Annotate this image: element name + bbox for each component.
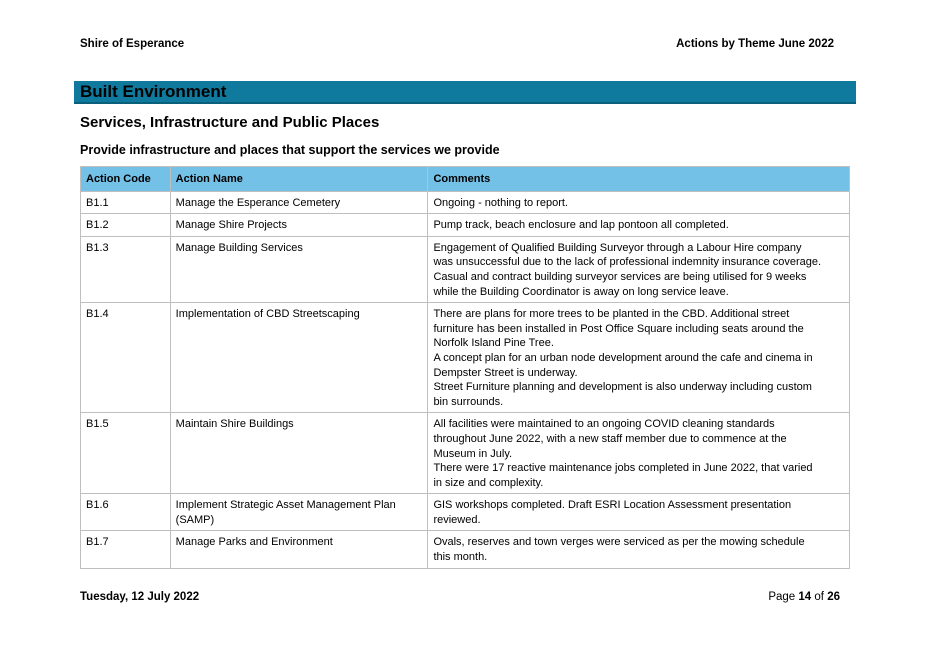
action-code-cell: B1.2 (81, 214, 171, 237)
total-pages: 26 (827, 591, 840, 603)
column-header-action-code: Action Code (81, 167, 171, 192)
header-report-title: Actions by Theme June 2022 (676, 38, 834, 50)
action-code-cell: B1.3 (81, 236, 171, 302)
table-row (81, 303, 850, 413)
footer-page-number (768, 591, 840, 603)
comment-line: A concept plan for an urban node development around the cafe and cinema in (433, 351, 813, 364)
comment-line: All facilities were maintained to an ongoing COVID cleaning standards (433, 418, 775, 431)
comment-line: Street Furniture planning and development is also underway including custom (433, 381, 812, 394)
comment-line: There were 17 reactive maintenance jobs completed in June 2022, that varied (433, 462, 813, 475)
comment-line: furniture has been installed in Post Office Square including seats around the (433, 322, 804, 335)
page-label: Page (768, 591, 796, 603)
comment-line: bin surrounds. (433, 395, 504, 408)
comment-line: GIS workshops completed. Draft ESRI Location Assessment presentation (433, 499, 792, 512)
action-code-cell: B1.1 (81, 191, 171, 214)
comments-cell (428, 303, 850, 413)
page-of: of (814, 591, 824, 603)
comment-line: throughout June 2022, with a new staff member due to commence at the (433, 432, 787, 445)
current-page: 14 (798, 591, 812, 603)
comment-line: in size and complexity. (433, 476, 544, 489)
comments-cell (428, 236, 850, 302)
action-code-cell: B1.7 (81, 531, 171, 568)
action-code-cell: B1.5 (81, 413, 171, 494)
comment-line: this month. (433, 551, 488, 564)
comments-cell (428, 413, 850, 494)
table-row (81, 531, 850, 568)
footer-date: Tuesday, 12 July 2022 (80, 591, 200, 603)
comment-line: There are plans for more trees to be planted in the CBD. Additional street (433, 308, 790, 321)
comment-line: Dempster Street is underway. (433, 366, 578, 379)
goal-heading: Provide infrastructure and places that support the services we provide (80, 143, 500, 157)
table-header-row (81, 167, 850, 192)
action-code-cell: B1.6 (81, 494, 171, 531)
comments-cell (428, 531, 850, 568)
comment-line: Casual and contract building surveyor services are being utilised for 9 weeks (433, 270, 807, 283)
actions-table (80, 166, 850, 569)
table-row (81, 494, 850, 531)
column-header-action-name: Action Name (170, 167, 428, 192)
subtheme-heading: Services, Infrastructure and Public Places (80, 114, 380, 131)
action-name-cell: Maintain Shire Buildings (170, 413, 428, 494)
comments-cell (428, 214, 850, 237)
column-header-comments: Comments (428, 167, 850, 192)
action-name-cell: Manage the Esperance Cemetery (170, 191, 428, 214)
table-row (81, 214, 850, 237)
table-row (81, 236, 850, 302)
table-row (81, 191, 850, 214)
theme-banner (74, 81, 856, 104)
comment-line: Ovals, reserves and town verges were serviced as per the mowing schedule (433, 536, 805, 549)
header-organisation: Shire of Esperance (80, 38, 185, 50)
action-name-cell: Implement Strategic Asset Management Plan (SAMP) (170, 494, 428, 531)
comment-line: Pump track, beach enclosure and lap pontoon all completed. (433, 219, 729, 232)
comment-line: Ongoing - nothing to report. (433, 196, 568, 209)
theme-title: Built Environment (80, 82, 227, 101)
action-name-cell: Manage Building Services (170, 236, 428, 302)
comment-line: Museum in July. (433, 447, 513, 460)
comments-cell (428, 494, 850, 531)
table-row (81, 413, 850, 494)
comment-line: Engagement of Qualified Building Surveyor through a Labour Hire company (433, 241, 802, 254)
comments-cell (428, 191, 850, 214)
comment-line: while the Building Coordinator is away on long service leave. (433, 285, 729, 298)
comment-line: Norfolk Island Pine Tree. (433, 337, 554, 350)
comment-line: reviewed. (433, 513, 481, 526)
action-name-cell: Manage Shire Projects (170, 214, 428, 237)
action-name-cell: Manage Parks and Environment (170, 531, 428, 568)
comment-line: was unsuccessful due to the lack of professional indemnity insurance coverage. (433, 256, 822, 269)
action-name-cell: Implementation of CBD Streetscaping (170, 303, 428, 413)
action-code-cell: B1.4 (81, 303, 171, 413)
